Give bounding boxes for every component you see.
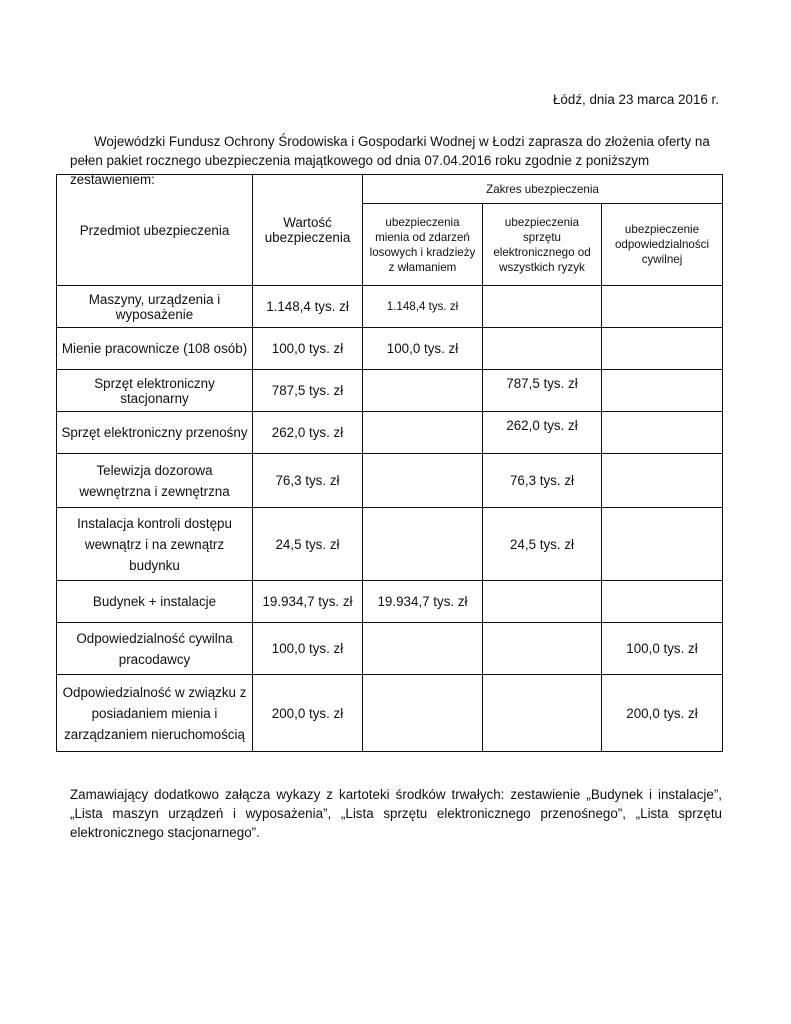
row-subject: Sprzęt elektroniczny przenośny (57, 412, 253, 454)
row-scope-property (363, 508, 483, 581)
table-row (57, 623, 723, 675)
row-scope-property: 19.934,7 tys. zł (363, 581, 483, 623)
table-row (57, 454, 723, 508)
row-scope-liability (602, 508, 723, 581)
header-scope-electronics: ubezpieczenia sprzętu elektronicznego od wszystkich ryzyk (483, 204, 602, 286)
row-scope-property: 1.148,4 tys. zł (363, 286, 483, 328)
row-scope-property (363, 370, 483, 412)
row-subject: Telewizja dozorowa wewnętrzna i zewnętrzna (57, 454, 253, 508)
document-date: Łódź, dnia 23 marca 2016 r. (552, 92, 719, 107)
row-scope-liability (602, 370, 723, 412)
header-value: Wartość ubezpieczenia (253, 175, 363, 286)
row-scope-electronics (483, 286, 602, 328)
row-scope-liability (602, 412, 723, 454)
header-scope-property: ubezpieczenia mienia od zdarzeń losowych i kradzieży z włamaniem (363, 204, 483, 286)
row-scope-electronics (483, 581, 602, 623)
row-scope-property (363, 675, 483, 752)
row-value: 76,3 tys. zł (253, 454, 363, 508)
row-scope-property (363, 454, 483, 508)
intro-paragraph: Wojewódzki Fundusz Ochrony Środowiska i Gospodarki Wodnej w Łodzi zaprasza do złożenia oferty na pełen pakiet rocznego ubezpieczenia majątkowego od dnia 07.04.2016 roku zgodnie z poniższym zestawieniem: (70, 134, 710, 187)
row-scope-property (363, 412, 483, 454)
row-value: 100,0 tys. zł (253, 623, 363, 675)
row-scope-electronics (483, 328, 602, 370)
row-value: 787,5 tys. zł (253, 370, 363, 412)
row-scope-liability: 100,0 tys. zł (602, 623, 723, 675)
header-scope-liability: ubezpieczenie odpowiedzialności cywilnej (602, 204, 723, 286)
row-subject: Mienie pracownicze (108 osób) (57, 328, 253, 370)
row-scope-electronics: 787,5 tys. zł (483, 370, 602, 412)
header-scope: Zakres ubezpieczenia (363, 175, 723, 204)
insurance-table (56, 174, 723, 752)
row-subject: Odpowiedzialność w związku z posiadaniem mienia i zarządzaniem nieruchomością (57, 675, 253, 752)
row-scope-property (363, 623, 483, 675)
row-scope-property: 100,0 tys. zł (363, 328, 483, 370)
row-scope-liability: 200,0 tys. zł (602, 675, 723, 752)
row-scope-liability (602, 328, 723, 370)
row-value: 1.148,4 tys. zł (253, 286, 363, 328)
row-scope-electronics: 76,3 tys. zł (483, 454, 602, 508)
row-value: 200,0 tys. zł (253, 675, 363, 752)
row-scope-liability (602, 581, 723, 623)
table-row (57, 412, 723, 454)
table-row (57, 328, 723, 370)
row-value: 19.934,7 tys. zł (253, 581, 363, 623)
row-subject: Budynek + instalacje (57, 581, 253, 623)
row-scope-electronics: 262,0 tys. zł (483, 412, 602, 454)
row-value: 100,0 tys. zł (253, 328, 363, 370)
row-scope-liability (602, 454, 723, 508)
table-row (57, 675, 723, 752)
row-scope-electronics (483, 675, 602, 752)
table-row (57, 286, 723, 328)
row-subject: Odpowiedzialność cywilna pracodawcy (57, 623, 253, 675)
row-scope-electronics: 24,5 tys. zł (483, 508, 602, 581)
row-value: 24,5 tys. zł (253, 508, 363, 581)
row-subject: Instalacja kontroli dostępu wewnątrz i na zewnątrz budynku (57, 508, 253, 581)
row-subject: Maszyny, urządzenia i wyposażenie (57, 286, 253, 328)
row-scope-liability (602, 286, 723, 328)
table-row (57, 508, 723, 581)
row-scope-electronics (483, 623, 602, 675)
row-value: 262,0 tys. zł (253, 412, 363, 454)
attachments-paragraph: Zamawiający dodatkowo załącza wykazy z kartoteki środków trwałych: zestawienie „Budynek i instalacje”, „Lista maszyn urządzeń i wyposażenia”, „Lista sprzętu elektronicznego przenośnego”, „Lista sprzętu elektronicznego stacjonarnego”. (70, 787, 722, 840)
header-subject: Przedmiot ubezpieczenia (57, 175, 253, 286)
table-row (57, 581, 723, 623)
row-subject: Sprzęt elektroniczny stacjonarny (57, 370, 253, 412)
table-row (57, 370, 723, 412)
